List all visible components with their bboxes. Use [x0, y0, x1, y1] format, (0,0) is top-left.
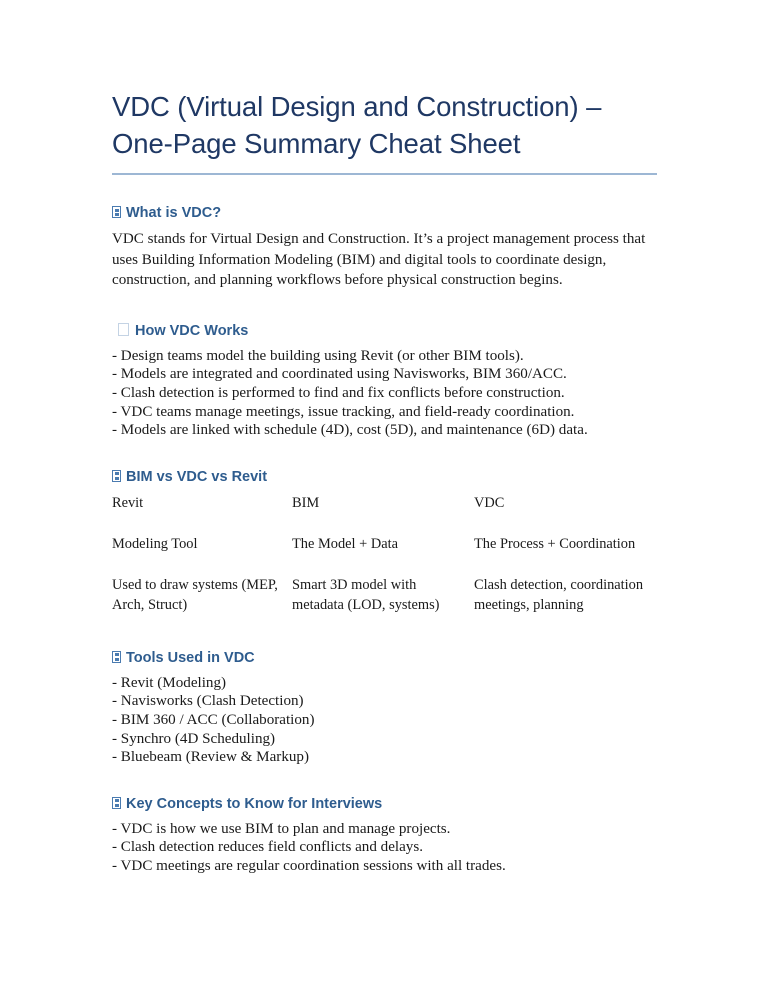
how-vdc-works-list [112, 347, 657, 440]
list-item: - VDC is how we use BIM to plan and manage projects. [112, 820, 451, 837]
spacer [112, 175, 657, 203]
list-item: - VDC meetings are regular coordination sessions with all trades. [112, 857, 506, 874]
table-cell: Clash detection, coordination meetings, planning [474, 576, 644, 613]
list-item: - Bluebeam (Review & Markup) [112, 749, 309, 766]
table-cell: Modeling Tool [112, 535, 198, 552]
section-heading-label: What is VDC? [126, 205, 222, 221]
page-title-line-2: One-Page Summary Cheat Sheet [112, 128, 521, 159]
list-item: - Clash detection reduces field conflicts and delays. [112, 839, 423, 856]
empty-box-icon [118, 323, 129, 336]
section-heading-what-is-vdc [112, 203, 657, 223]
table-row [112, 575, 657, 615]
section-heading-label: How VDC Works [135, 322, 249, 339]
table-column-header: BIM [292, 494, 320, 511]
table-cell: The Model + Data [292, 535, 399, 552]
list-item: - Clash detection is performed to find and fix conflicts before construction. [112, 384, 565, 401]
comparison-table [112, 493, 657, 615]
list-item: - VDC teams manage meetings, issue tracking, and field-ready coordination. [112, 403, 575, 420]
list-item: - Synchro (4D Scheduling) [112, 730, 276, 747]
spacer [112, 440, 657, 467]
table-row [112, 534, 657, 575]
table-header-row [112, 493, 657, 534]
section-heading-tools-used-in-vdc [112, 648, 657, 668]
list-item: - Navisworks (Clash Detection) [112, 693, 304, 710]
section-bim-vs-vdc-vs-revit [112, 467, 657, 615]
table-cell: Used to draw systems (MEP, Arch, Struct) [112, 576, 278, 613]
list-item: - Models are linked with schedule (4D), cost (5D), and maintenance (6D) data. [112, 422, 588, 439]
table-cell: Smart 3D model with metadata (LOD, systems) [292, 576, 440, 613]
list-item: - Models are integrated and coordinated using Navisworks, BIM 360/ACC. [112, 366, 567, 383]
section-how-vdc-works [112, 321, 657, 440]
section-heading-key-concepts [112, 794, 657, 814]
section-what-is-vdc [112, 203, 657, 291]
page-title-line-1: VDC (Virtual Design and Construction) – [112, 91, 602, 122]
section-heading-label: BIM vs VDC vs Revit [126, 468, 268, 485]
list-item: - BIM 360 / ACC (Collaboration) [112, 711, 315, 728]
table-column-header: Revit [112, 494, 144, 511]
document-content [112, 88, 657, 876]
section-heading-bim-vs-vdc-vs-revit [112, 467, 657, 487]
table-column-header: VDC [474, 494, 505, 511]
section-heading-label: Key Concepts to Know for Interviews [126, 795, 383, 812]
page-title [112, 88, 657, 173]
section-heading-how-vdc-works [112, 321, 657, 341]
missing-glyph-box-icon [112, 470, 121, 482]
what-is-vdc-paragraph: VDC stands for Virtual Design and Construction. It’s a project management process that uses Building Information Modeling (BIM) and digital tools to coordinate design, construction, and planning workflows before physical construction begins. [112, 231, 646, 289]
tools-list [112, 674, 657, 767]
spacer [112, 291, 657, 321]
list-item: - Revit (Modeling) [112, 674, 227, 691]
list-item: - Design teams model the building using Revit (or other BIM tools). [112, 347, 524, 364]
key-concepts-list [112, 820, 657, 876]
section-key-concepts [112, 794, 657, 876]
missing-glyph-box-icon [112, 797, 121, 809]
missing-glyph-box-icon [112, 651, 121, 663]
spacer [112, 615, 657, 648]
spacer [112, 767, 657, 794]
section-heading-label: Tools Used in VDC [126, 649, 255, 666]
missing-glyph-box-icon [112, 206, 121, 218]
section-tools-used-in-vdc [112, 648, 657, 767]
table-cell: The Process + Coordination [474, 535, 636, 552]
